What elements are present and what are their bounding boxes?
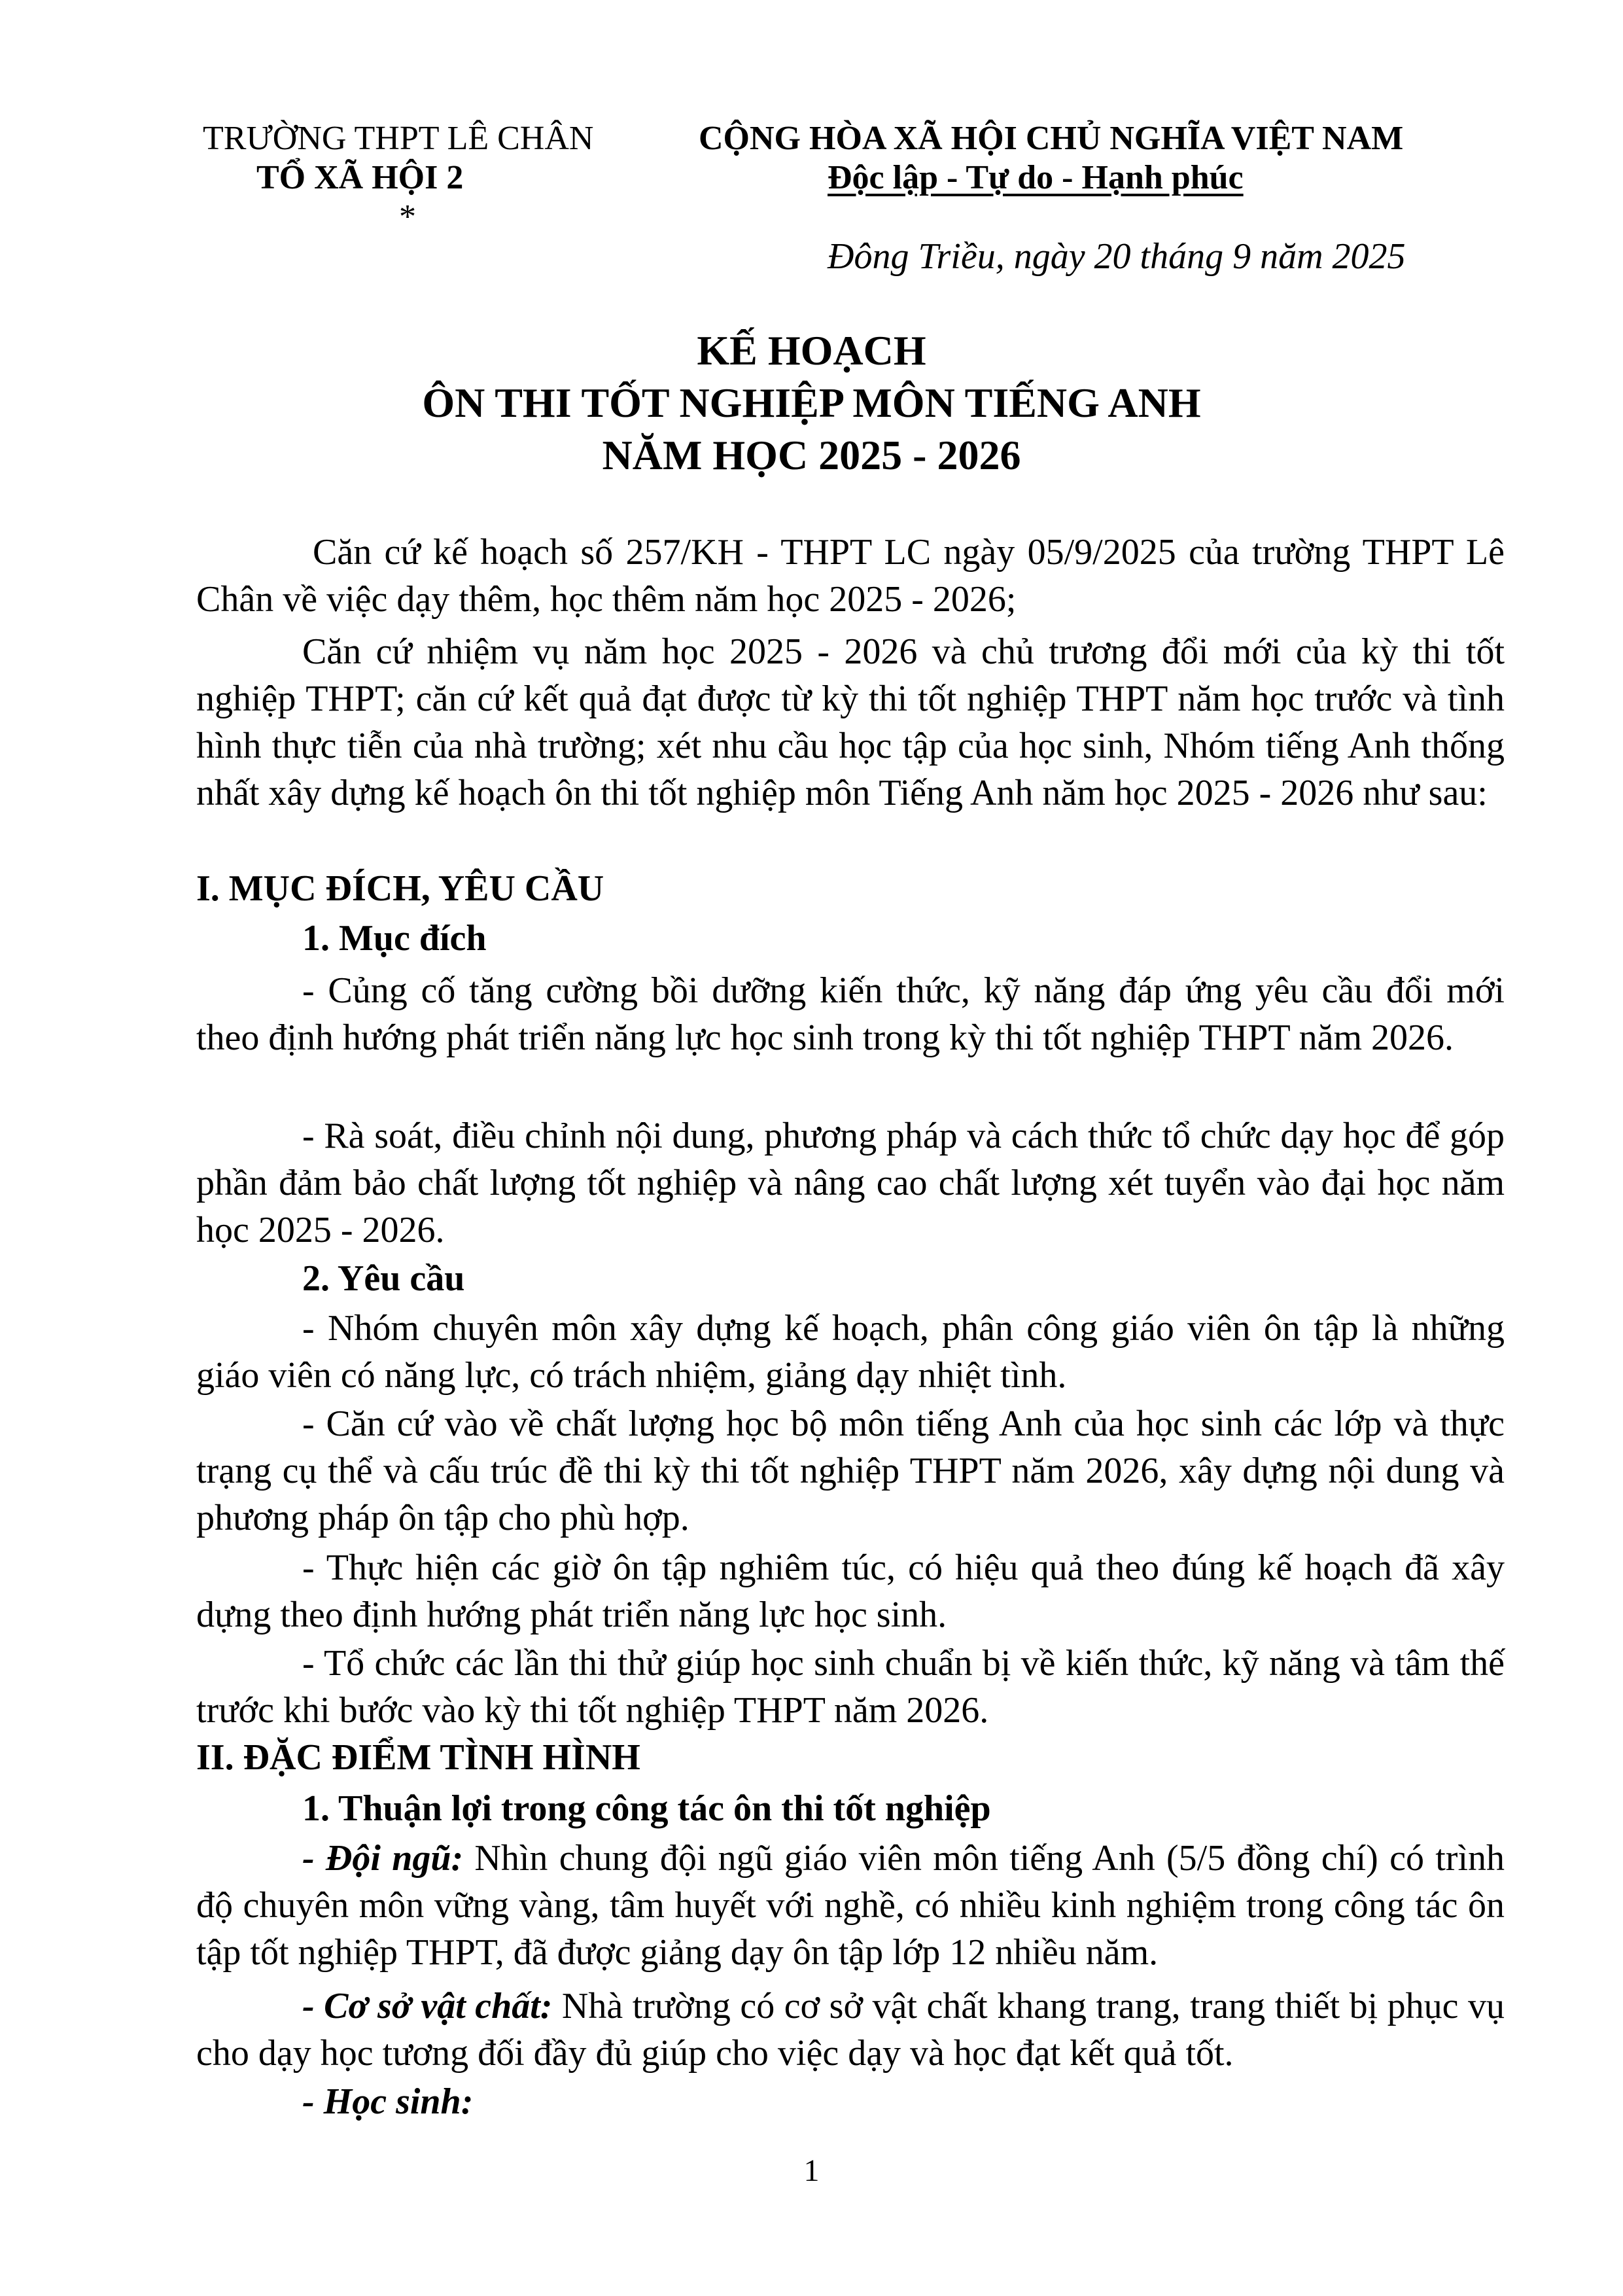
national-motto: Độc lập - Tự do - Hạnh phúc — [828, 159, 1244, 196]
requirement-item-3: - Thực hiện các giờ ôn tập nghiêm túc, có hiệu quả theo đúng kế hoạch đã xây dựng theo định hướng phát triển năng lực học sinh. — [196, 1547, 1505, 1635]
section-1-sub2-heading: 2. Yêu cầu — [302, 1258, 465, 1299]
school-name: TRƯỜNG THPT LÊ CHÂN — [203, 120, 594, 157]
purpose-item-2: - Rà soát, điều chỉnh nội dung, phương pháp và cách thức tổ chức dạy học để góp phần đảm bảo chất lượng tốt nghiệp và nâng cao chất lượng xét tuyển vào đại học năm học 2025 - 2026. — [196, 1116, 1505, 1250]
staff-paragraph — [196, 1835, 1505, 1976]
requirement-item-4: - Tổ chức các lần thi thử giúp học sinh chuẩn bị về kiến thức, kỹ năng và tâm thế trước khi bước vào kỳ thi tốt nghiệp THPT năm 2026. — [196, 1643, 1505, 1731]
facility-text: Nhà trường có cơ sở vật chất khang trang, trang thiết bị phục vụ cho dạy học tương đối đầy đủ giúp cho việc dạy và học đạt kết quả tốt. — [196, 1986, 1505, 2074]
facility-label: - Cơ sở vật chất: — [302, 1986, 553, 2026]
intro-paragraph-2: Căn cứ nhiệm vụ năm học 2025 - 2026 và chủ trương đổi mới của kỳ thi tốt nghiệp THPT; căn cứ kết quả đạt được từ kỳ thi tốt nghiệp THPT năm học trước và tình hình thực tiễn của nhà trường; xét nhu cầu học tập của học sinh, Nhóm tiếng Anh thống nhất xây dựng kế hoạch ôn thi tốt nghiệp môn Tiếng Anh năm học 2025 - 2026 như sau: — [196, 631, 1505, 813]
page-number: 1 — [803, 2153, 820, 2188]
nation-title: CỘNG HÒA XÃ HỘI CHỦ NGHĨA VIỆT NAM — [699, 120, 1404, 157]
purpose-item-1: - Củng cố tăng cường bồi dưỡng kiến thức, kỹ năng đáp ứng yêu cầu đổi mới theo định hướng phát triển năng lực học sinh trong kỳ thi tốt nghiệp THPT năm 2026. — [196, 970, 1505, 1058]
intro-paragraph-1: Căn cứ kế hoạch số 257/KH - THPT LC ngày 05/9/2025 của trường THPT Lê Chân về việc dạy thêm, học thêm năm học 2025 - 2026; — [196, 532, 1505, 620]
section-1-sub1-heading: 1. Mục đích — [302, 918, 487, 959]
section-2-heading: II. ĐẶC ĐIỂM TÌNH HÌNH — [196, 1737, 640, 1778]
date-line: Đông Triều, ngày 20 tháng 9 năm 2025 — [828, 236, 1406, 277]
students-label: - Học sinh: — [302, 2081, 474, 2122]
document-title-line2: ÔN THI TỐT NGHIỆP MÔN TIẾNG ANH — [422, 380, 1201, 426]
group-name: TỔ XÃ HỘI 2 — [256, 159, 464, 196]
document-title-line3: NĂM HỌC 2025 - 2026 — [602, 432, 1021, 478]
header-star: * — [399, 198, 416, 236]
requirement-item-1: - Nhóm chuyên môn xây dựng kế hoạch, phân công giáo viên ôn tập là những giáo viên có năng lực, có trách nhiệm, giảng dạy nhiệt tình. — [196, 1308, 1505, 1396]
staff-label: - Đội ngũ: — [302, 1838, 464, 1879]
section-1-heading: I. MỤC ĐÍCH, YÊU CẦU — [196, 868, 604, 909]
requirement-item-2: - Căn cứ vào về chất lượng học bộ môn tiếng Anh của học sinh các lớp và thực trạng cụ thể và cấu trúc đề thi kỳ thi tốt nghiệp THPT năm 2026, xây dựng nội dung và phương pháp ôn tập cho phù hợp. — [196, 1404, 1505, 1538]
document-title-line1: KẾ HOẠCH — [697, 327, 926, 374]
facility-paragraph — [196, 1983, 1505, 2077]
section-2-sub1-heading: 1. Thuận lợi trong công tác ôn thi tốt nghiệp — [302, 1788, 991, 1829]
staff-text: Nhìn chung đội ngũ giáo viên môn tiếng Anh (5/5 đồng chí) có trình độ chuyên môn vững vàng, tâm huyết với nghề, có nhiều kinh nghiệm trong công tác ôn tập tốt nghiệp THPT, đã được giảng dạy ôn tập lớp 12 nhiều năm. — [196, 1838, 1505, 1973]
